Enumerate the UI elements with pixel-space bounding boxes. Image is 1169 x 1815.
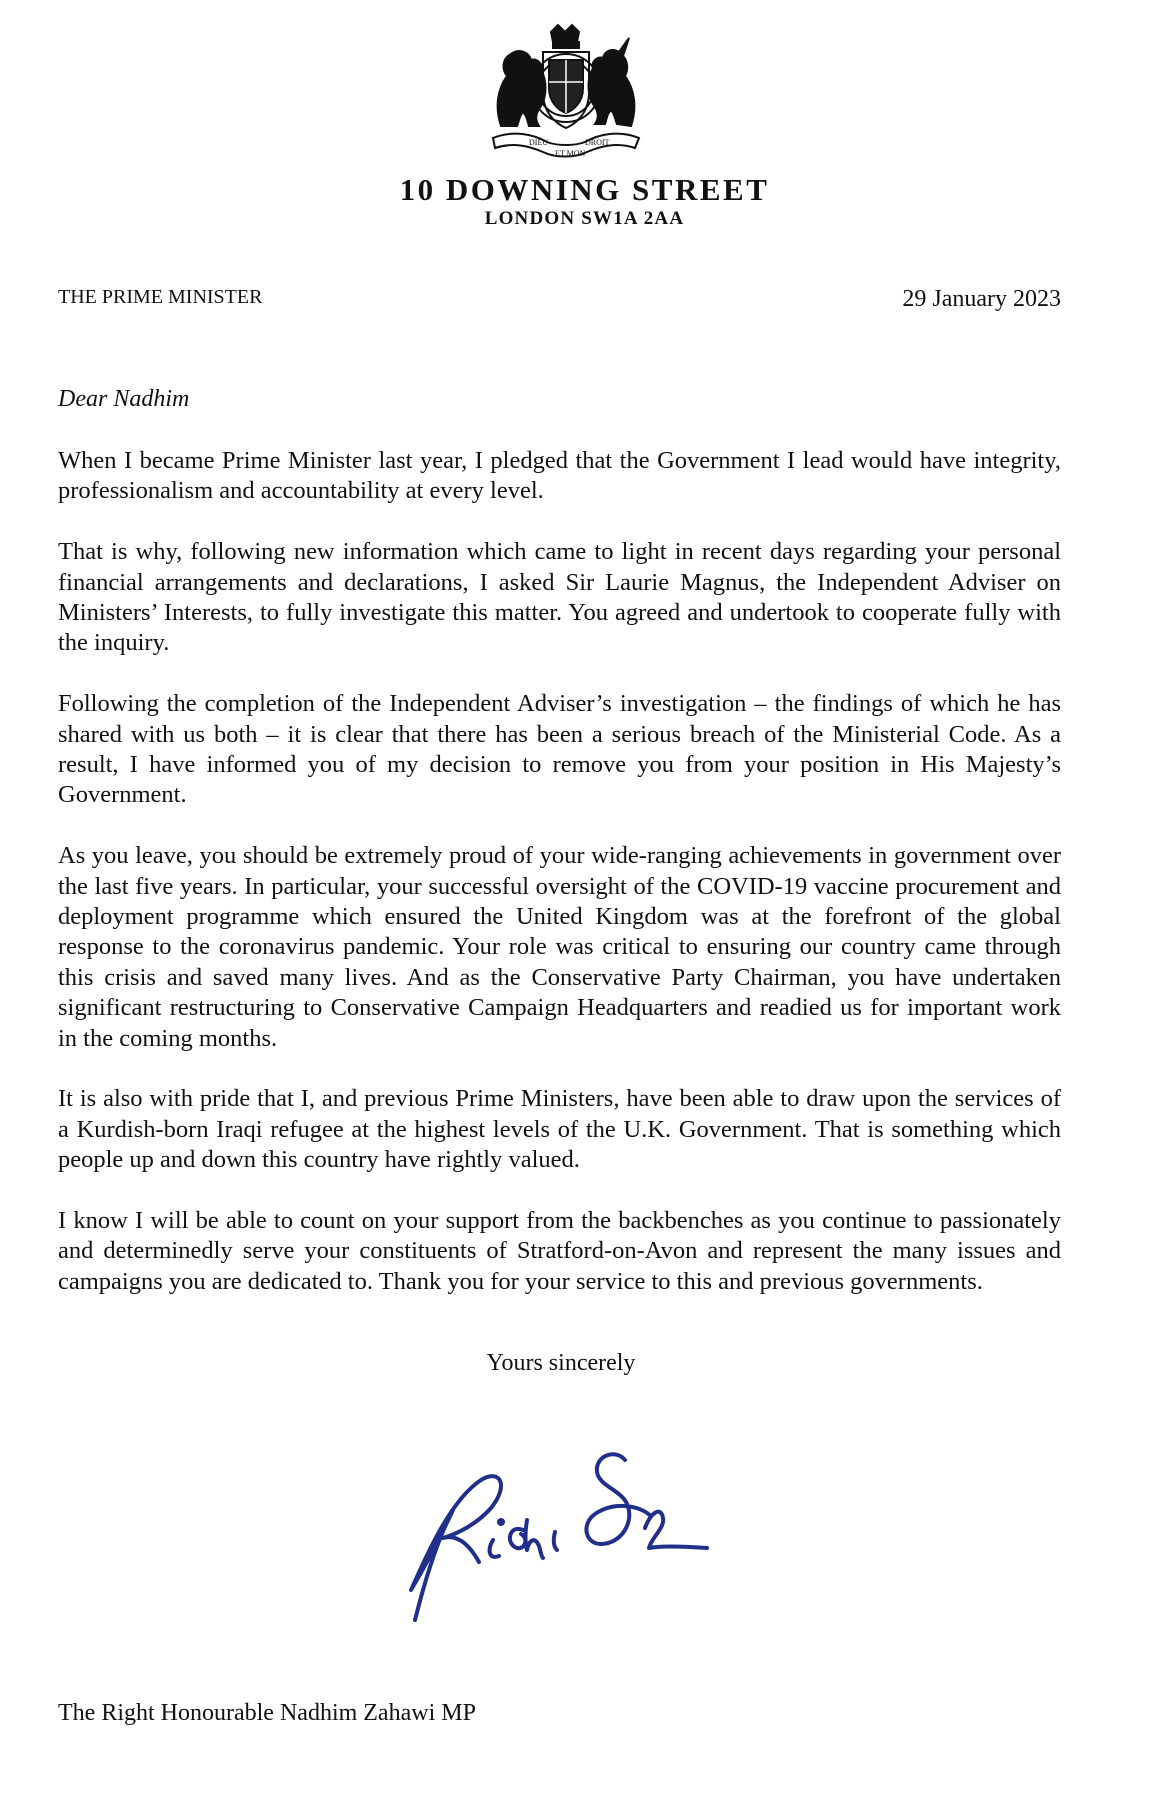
paragraph: I know I will be able to count on your support from the backbenches as you continue to passionately and determinedly serve your constituents of Stratford-on-Avon and represent the many issues and campaigns you are dedicated to. Thank you for your service to this and previous governments. (58, 1207, 1061, 1295)
signature-icon (395, 1430, 735, 1630)
salutation: Dear Nadhim (58, 386, 190, 412)
signature-name: Rishi Sunak (400, 1640, 469, 1655)
address-city: LONDON SW1A 2AA (484, 208, 685, 229)
letter-body (58, 446, 1061, 1328)
crest-motto-right: DROIT (585, 138, 610, 147)
sender-title: THE PRIME MINISTER (58, 286, 263, 308)
paragraph: As you leave, you should be extremely proud of your wide-ranging achievements in government over the last five years. In particular, your successful oversight of the COVID-19 vaccine procurement and deployment programme which ensured the United Kingdom was at the forefront of the global response to the coronavirus pandemic. Your role was critical to ensuring our country came through this crisis and saved many lives. And as the Conservative Party Chairman, you have undertaken significant restructuring to Conservative Campaign Headquarters and readied us for important work in the coming months. (58, 842, 1061, 1052)
crest-motto-center: ET MON (555, 149, 586, 158)
address-street: 10 DOWNING STREET (399, 172, 770, 207)
paragraph: It is also with pride that I, and previous Prime Ministers, have been able to draw upon the services of a Kurdish-born Iraqi refugee at the highest levels of the U.K. Government. That is something which people up and down this country have rightly valued. (58, 1085, 1061, 1174)
royal-coat-of-arms-icon (481, 22, 651, 162)
paragraph: Following the completion of the Independent Adviser’s investigation – the findings of which he has shared with us both – it is clear that there has been a serious breach of the Ministerial Code. As a result, I have informed you of my decision to remove you from your position in His Majesty’s Government. (58, 690, 1061, 809)
closing: Yours sincerely (486, 1350, 636, 1376)
paragraph: That is why, following new information which came to light in recent days regarding your personal financial arrangements and declarations, I asked Sir Laurie Magnus, the Independent Adviser on Ministers’ Interests, to fully investigate this matter. You agreed and undertook to cooperate fully with the inquiry. (58, 538, 1061, 657)
recipient: The Right Honourable Nadhim Zahawi MP (58, 1700, 476, 1726)
paragraph: When I became Prime Minister last year, I pledged that the Government I lead would have integrity, professionalism and accountability at every level. (58, 447, 1061, 505)
crest-motto-left: DIEU (529, 138, 549, 147)
letter-date: 29 January 2023 (902, 286, 1061, 312)
